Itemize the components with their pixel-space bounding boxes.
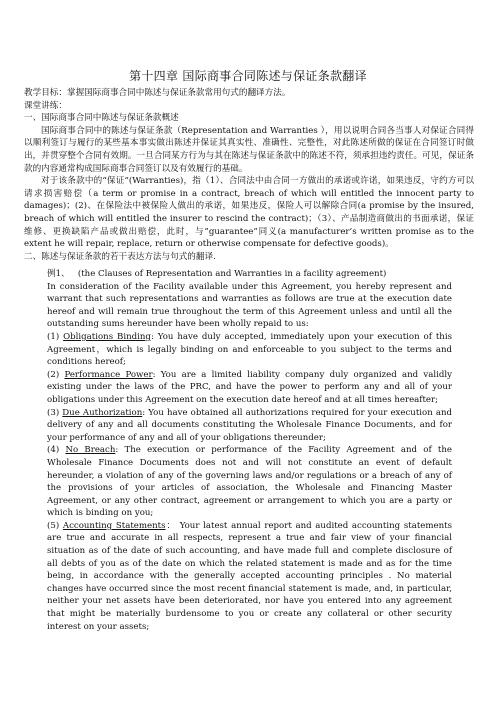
section-1-paragraph-1: 国际商事合同中的陈述与保证条款（Representation and Warranties ），用以说明合同各当事人对保证合同得以顺利签订与履行的某些基本事实做出陈述并保证其真实性、准确性、完整性，对此陈述所做的保证在合同签订时做出，并贯穿整个合同有效期。一旦合同某方行为与其在陈述与保证条款中的陈述不符，须承担违约责任。可见，保证条款的内容通常构成国际商事合同签订以及有效履行的基础。 (24, 125, 474, 174)
section-heading-2: 二、陈述与保证条款的若干表达方法与句式的翻译. (24, 251, 216, 262)
clause-number: (2) (47, 369, 60, 380)
example-block (47, 268, 452, 633)
section-1-paragraph-2: 对于该条款中的“保证”(Warranties)，指（1）、合同法中由合同一方做出的承诺或许诺，如果违反，守约方可以请求损害赔偿（a term or promise in a contract, breach of which will entitled the innocent party to damages)；(2)、在保险法中被保险人做出的承诺，如果违反，保险人可以解除合同(a promise by the insured, breach of which will entitled the insurer to rescind the contract)；（3）、产品制造商做出的书面承诺，保证维修、更换缺陷产品或做出赔偿，此时，与”guarantee”同义(a manufacturer’s written promise as to the extent he will repair, replace, return or otherwise compensate for defective goods)。 (24, 176, 474, 250)
clause-text: : You have obtained all authorizations required for your execution and delivery of any and all documents constituting the Wholesale Finance Documents, and for your performance of any and all of your obligations thereunder; (47, 407, 452, 443)
clause-number: (3) (47, 407, 60, 418)
clause-number: (5) (47, 520, 60, 531)
example-heading (47, 268, 452, 281)
clause-text: : You have duly accepted, immediately upon your execution of this Agreement，which is legally binding on and enforceable to you subject to the terms and conditions hereof; (47, 331, 452, 368)
section-heading-1: 一、国际商事合同中陈述与保证条款概述 (24, 113, 179, 124)
clause-term: Obligations Binding (63, 331, 151, 342)
clause-term: Performance Power (64, 369, 153, 380)
clause-item (47, 444, 452, 520)
clause-item (47, 369, 452, 407)
clause-text: ： Your latest annual report and audited accounting statements are true and accurate in all respects, represent a true and fair view of your financial situation as of the date of such accounting, and have made full and complete disclosure of all debts of you as of the date on which the related statement is made and as for the time being, in accordance with the generally accepted accounting principles . No material changes have occurred since the most recent financial statement is made, and, in particular, neither your net assets have been deteriorated, nor have you entered into any agreement that might be materially burdensome to you or create any collateral or other security interest on your assets; (47, 520, 453, 632)
example-intro: In consideration of the Facility available under this Agreement, you hereby represent and warrant that such representations and warranties as follows are true at the execution date hereof and will remain true throughout the term of this Agreement unless and until all the outstanding sums hereunder have been wholly repaid to us: (47, 281, 452, 330)
example-label: 例1、 (47, 269, 70, 279)
example-title: (the Clauses of Representation and Warranties in a facility agreement) (77, 269, 387, 279)
intro-block (24, 87, 474, 263)
teaching-goal: 教学目标：掌握国际商事合同中陈述与保证条款常用句式的翻译方法。 (24, 88, 291, 98)
clause-item (47, 331, 452, 369)
clause-term: Accounting Statements (62, 520, 166, 531)
chapter-title: 第十四章 国际商事合同陈述与保证条款翻译 (129, 69, 367, 83)
clause-term: No Breach (65, 445, 116, 456)
clause-term: Due Authorization (62, 407, 143, 418)
clause-item (47, 520, 452, 633)
clause-text: : You are a limited liability company duly organized and validly existing under the laws of the PRC, and have the power to perform any and all of your obligations under this Agreement on the execution date hereof and at all times hereafter; (47, 369, 452, 405)
clause-item (47, 407, 452, 445)
clause-number: (4) (47, 445, 60, 456)
clause-number: (1) (47, 331, 60, 342)
lecture-label: 课堂讲练： (24, 100, 67, 111)
clause-text: : The execution or performance of the Facility Agreement and of the Wholesale Finance Documents does not and will not constitute an event of default hereunder, a violation of any of the governing laws and/or regulations or a breach of any of the provisions of your articles of association, the Wholesale and Financing Master Agreement, or any other contract, agreement or arrangement to which you are a party or which is binding on you; (47, 445, 452, 519)
